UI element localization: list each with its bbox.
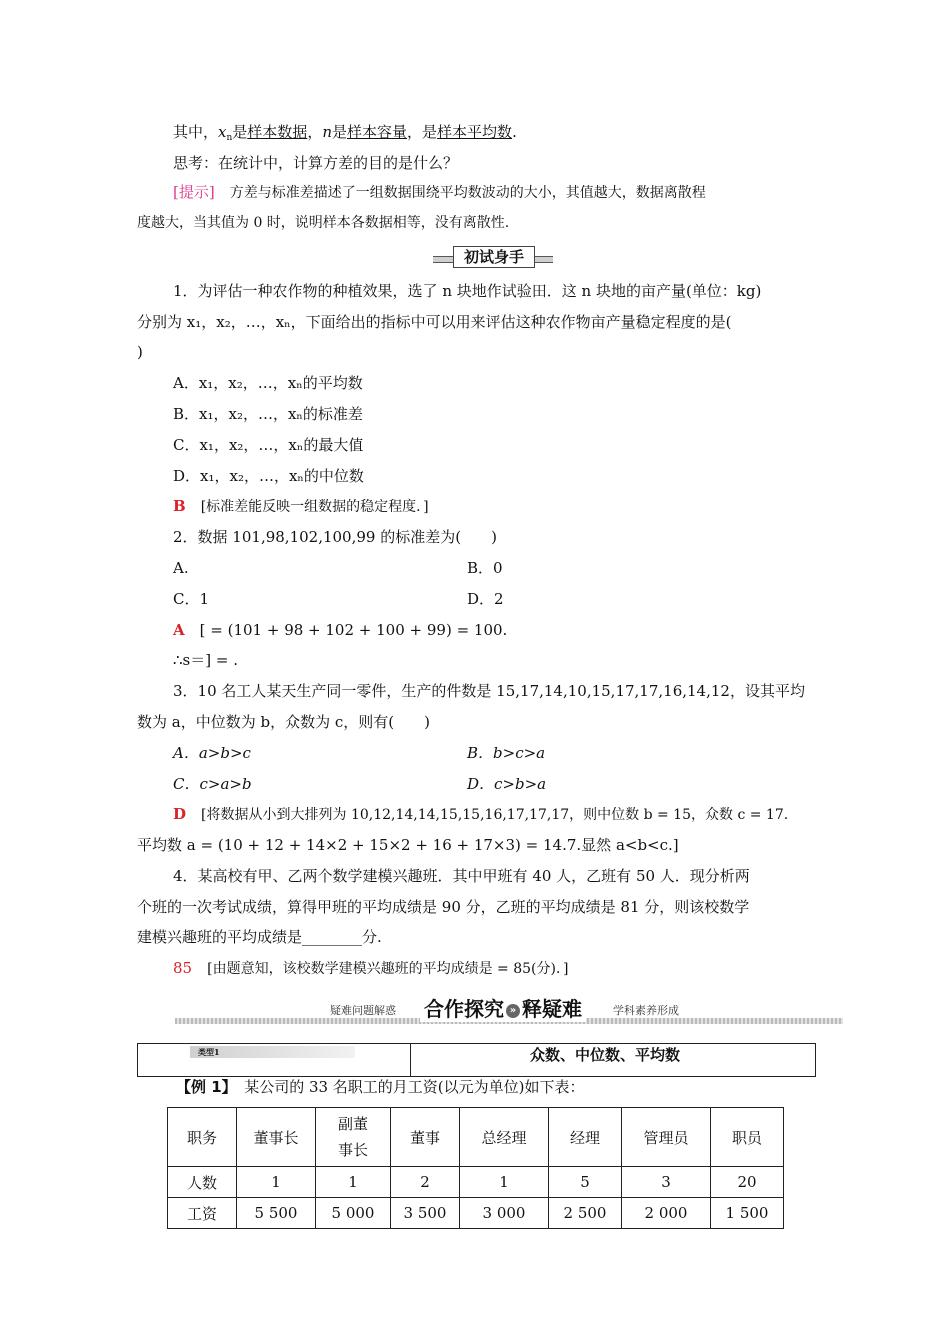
example-label: 【例 1】 (176, 1078, 230, 1096)
table-cell: 5 500 (237, 1198, 316, 1229)
table-cell: 5 (549, 1167, 622, 1198)
q3-line-1: 3．10 名工人某天生产同一零件，生产的件数是 15,17,14,10,15,17,17,16,14,12，设其平均 (173, 682, 805, 700)
q3-answer-2: 平均数 a = (10 + 12 + 14×2 + 15×2 + 16 + 17×3) = 14.7.显然 a<b<c.] (137, 836, 679, 854)
example-heading: 【例 1】 某公司的 33 名职工的月工资(以元为单位)如下表： (176, 1078, 585, 1096)
table-header-row (168, 1108, 784, 1167)
row-label-salary: 工资 (168, 1198, 237, 1229)
q1-answer-letter: B (173, 497, 186, 515)
banner-right-text: 学科素养形成 (613, 1004, 679, 1017)
table-cell: 2 500 (549, 1198, 622, 1229)
q1-line-3: ) (137, 343, 143, 361)
hint-label: [提示] (173, 183, 215, 201)
q4-answer: 85 [由题意知，该校数学建模兴趣班的平均成绩是 = 85(分)．] (173, 959, 569, 977)
q2-answer-2: ∴s＝] = . (173, 651, 238, 669)
q2-answer: A [ = (101 + 98 + 102 + 100 + 99) = 100. (173, 621, 508, 639)
table-header-cell: 董事 (391, 1108, 460, 1167)
q2-option-b: B．0 (467, 559, 503, 577)
table-cell: 2 000 (622, 1198, 711, 1229)
table-cell: 1 (460, 1167, 549, 1198)
q2-options-cd (173, 588, 818, 610)
q3-line-2: 数为 a，中位数为 b，众数为 c，则有( ) (137, 713, 430, 731)
type-tag: 类型1 (190, 1046, 355, 1058)
q1-option-a: A．x₁，x₂，…，xₙ的平均数 (173, 374, 363, 392)
q3-options-ab (173, 742, 818, 764)
q2-options-ab (173, 557, 818, 579)
q2-answer-letter: A (173, 621, 185, 639)
arrow-icon: » (506, 1004, 520, 1018)
term-sample-mean: 样本平均数 (437, 123, 513, 141)
q2-line-1: 2．数据 101,98,102,100,99 的标准差为( ) (173, 528, 497, 546)
q1-line-1: 1．为评估一种农作物的种植效果，选了 n 块地作试验田．这 n 块地的亩产量(单位：kg) (173, 282, 762, 300)
q2-option-c: C．1 (173, 590, 210, 608)
type-title: 众数、中位数、平均数 (530, 1046, 681, 1064)
q3-option-a: A．a>b>c (173, 744, 251, 762)
q3-option-c: C．c>a>b (173, 775, 252, 793)
q4-line-1: 4．某高校有甲、乙两个数学建模兴趣班．其中甲班有 40 人，乙班有 50 人．现分析两 (173, 867, 750, 885)
table-header-cell: 董事长 (237, 1108, 316, 1167)
q1-answer: B [标准差能反映一组数据的稳定程度．] (173, 497, 429, 515)
row-label-count: 人数 (168, 1167, 237, 1198)
table-cell: 1 (237, 1167, 316, 1198)
table-header-cell: 副董事长 (316, 1108, 391, 1167)
q3-answer: D [将数据从小到大排列为 10,12,14,14,15,15,16,17,17,17，则中位数 b = 15，众数 c = 17. (173, 805, 789, 823)
table-header-cell: 职员 (711, 1108, 784, 1167)
table-cell: 2 (391, 1167, 460, 1198)
table-header-cell: 管理员 (622, 1108, 711, 1167)
type-box-divider (410, 1044, 411, 1076)
section-banner (175, 993, 843, 1027)
definition-line: 其中，$x_n$是样本数据，n是样本容量，是样本平均数. (173, 123, 517, 143)
table-cell: 20 (711, 1167, 784, 1198)
table-cell: 1 (316, 1167, 391, 1198)
table-row (168, 1198, 784, 1229)
hint-line-1: [提示] 方差与标准差描述了一组数据围绕平均数波动的大小，其值越大，数据离散程 (173, 183, 706, 201)
q3-option-b: B．b>c>a (467, 744, 546, 762)
q1-option-d: D．x₁，x₂，…，xₙ的中位数 (173, 467, 364, 485)
table-cell: 3 000 (460, 1198, 549, 1229)
table-cell: 3 500 (391, 1198, 460, 1229)
trial-banner (433, 246, 553, 268)
q4-line-2: 个班的一次考试成绩，算得甲班的平均成绩是 90 分，乙班的平均成绩是 81 分，则该校数学 (137, 898, 750, 916)
q2-option-d: D．2 (467, 590, 504, 608)
banner-left-text: 疑难问题解惑 (330, 1004, 396, 1017)
table-header-cell: 总经理 (460, 1108, 549, 1167)
term-sample-size: 样本容量 (347, 123, 408, 141)
q3-options-cd (173, 773, 818, 795)
q3-option-d: D．c>b>a (467, 775, 547, 793)
type-box (137, 1043, 816, 1077)
q3-answer-letter: D (173, 805, 187, 823)
salary-table (167, 1107, 784, 1229)
table-cell: 3 (622, 1167, 711, 1198)
table-cell: 5 000 (316, 1198, 391, 1229)
table-row (168, 1167, 784, 1198)
q4-answer-value: 85 (173, 959, 193, 977)
q1-option-b: B．x₁，x₂，…，xₙ的标准差 (173, 405, 363, 423)
hint-line-2: 度越大，当其值为 0 时，说明样本各数据相等，没有离散性. (137, 215, 510, 231)
banner-main-title: 合作探究 » 释疑难 (420, 993, 586, 1022)
trial-banner-title: 初试身手 (453, 246, 535, 268)
term-sample-data: 样本数据 (247, 123, 308, 141)
q4-line-3: 建模兴趣班的平均成绩是________分. (137, 928, 382, 946)
table-header-cell: 经理 (549, 1108, 622, 1167)
q2-option-a: A. (173, 559, 189, 577)
table-cell: 1 500 (711, 1198, 784, 1229)
think-question: 思考：在统计中，计算方差的目的是什么？ (173, 154, 459, 172)
q1-line-2: 分别为 x₁，x₂，…，xₙ，下面给出的指标中可以用来评估这种农作物亩产量稳定程度的是( (137, 313, 732, 331)
table-header-cell: 职务 (168, 1108, 237, 1167)
q1-option-c: C．x₁，x₂，…，xₙ的最大值 (173, 436, 364, 454)
